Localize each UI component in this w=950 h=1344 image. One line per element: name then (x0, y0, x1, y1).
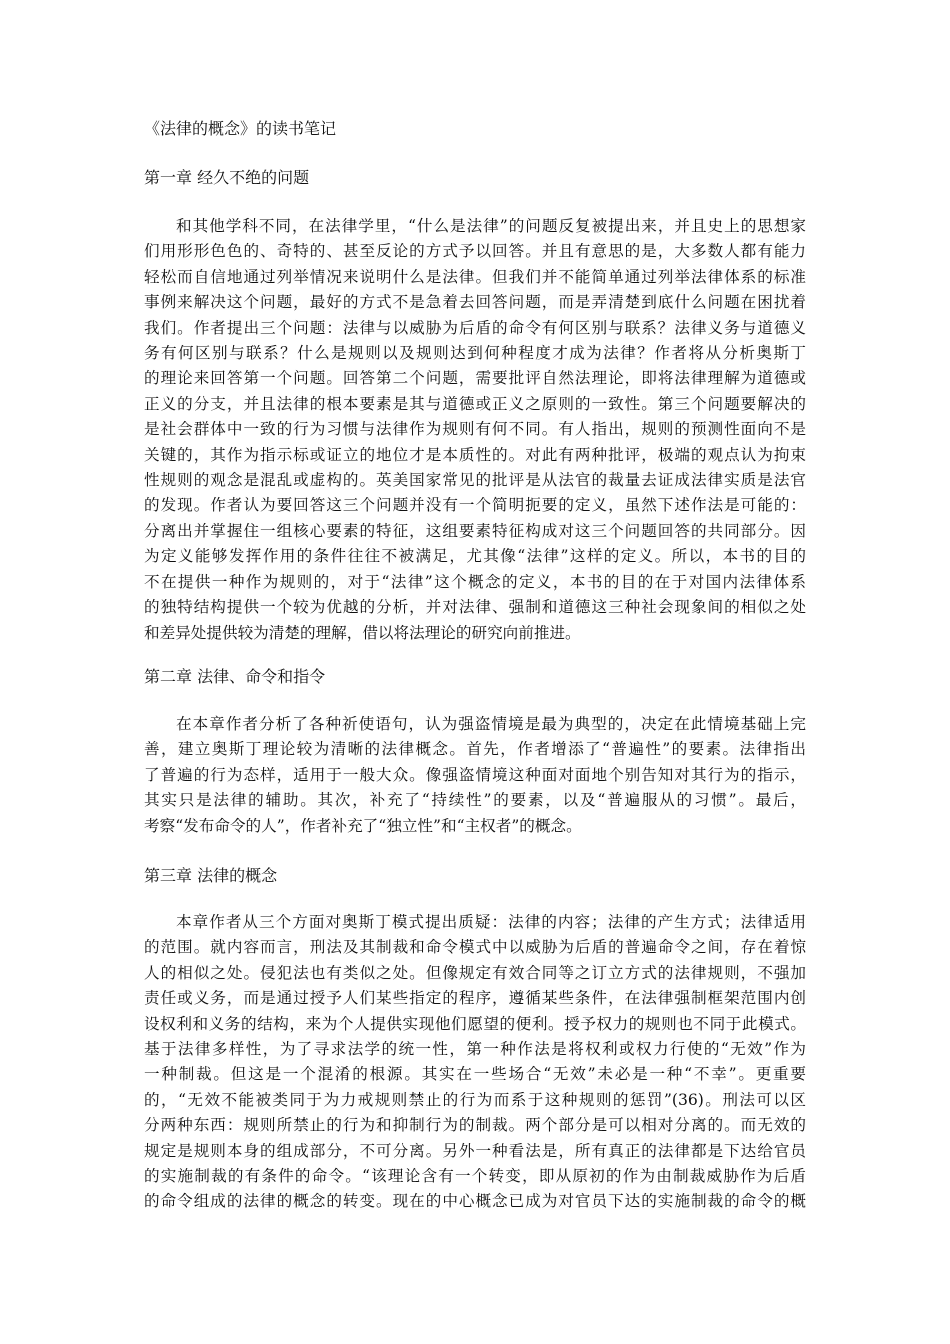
paragraph-line: 的独特结构提供一个较为优越的分析，并对法律、强制和道德这三种社会现象间的相似之处 (144, 598, 806, 617)
paragraph-line: 在本章作者分析了各种祈使语句，认为强盗情境是最为典型的，决定在此情境基础上完 (176, 715, 806, 733)
chapter-2-heading: 第二章 法律、命令和指令 (144, 667, 326, 686)
paragraph-line: 的命令组成的法律的概念的转变。现在的中心概念已成为对官员下达的实施制裁的命令的概 (144, 1192, 806, 1211)
paragraph-line: 和差异处提供较为清楚的理解，借以将法理论的研究向前推进。 (144, 623, 581, 642)
chapter-3-paragraph (144, 910, 806, 1215)
paragraph-line: 分离出并掌握住一组核心要素的特征，这组要素特征构成对这三个问题回答的共同部分。因 (144, 521, 806, 540)
paragraph-line: 是社会群体中一致的行为习惯与法律作为规则有何不同。有人指出，规则的预测性面向不是 (144, 420, 806, 439)
chapter-1-heading: 第一章 经久不绝的问题 (144, 168, 310, 187)
paragraph-line: 关键的，其作为指示标或证立的地位才是本质性的。对此有两种批评，极端的观点认为拘束 (144, 445, 806, 464)
paragraph-line: 不在提供一种作为规则的，对于“法律”这个概念的定义，本书的目的在于对国内法律体系 (144, 572, 806, 591)
paragraph-line: 为定义能够发挥作用的条件往往不被满足，尤其像“法律”这样的定义。所以，本书的目的 (144, 547, 806, 566)
chapter-2-paragraph (144, 712, 806, 839)
paragraph-line: 的，“无效不能被类同于为力戒规则禁止的行为而系于这种规则的惩罚”(36)。刑法可以区 (144, 1090, 806, 1109)
paragraph-line: 一种制裁。但这是一个混淆的根源。其实在一些场合“无效”未必是一种“不幸”。更重要 (144, 1065, 806, 1084)
paragraph-line: 轻松而自信地通过列举情况来说明什么是法律。但我们并不能简单通过列举法律体系的标准 (144, 267, 806, 286)
paragraph-line: 性规则的观念是混乱或虚构的。英美国家常见的批评是从法官的裁量去证成法律实质是法官 (144, 471, 806, 490)
paragraph-line: 我们。作者提出三个问题：法律与以威胁为后盾的命令有何区别与联系？法律义务与道德义 (144, 318, 806, 337)
paragraph-line: 正义的分支，并且法律的根本要素是其与道德或正义之原则的一致性。第三个问题要解决的 (144, 394, 806, 413)
paragraph-line: 分两种东西：规则所禁止的行为和抑制行为的制裁。两个部分是可以相对分离的。而无效的 (144, 1116, 806, 1135)
paragraph-line: 的理论来回答第一个问题。回答第二个问题，需要批评自然法理论，即将法律理解为道德或 (144, 369, 806, 388)
paragraph-line: 的实施制裁的有条件的命令。“该理论含有一个转变，即从原初的作为由制裁威胁作为后盾 (144, 1167, 806, 1186)
paragraph-line: 务有何区别与联系？什么是规则以及规则达到何种程度才成为法律？作者将从分析奥斯丁 (144, 344, 806, 363)
paragraph-line: 其实只是法律的辅助。其次，补充了“持续性”的要素，以及“普遍服从的习惯”。最后， (144, 791, 806, 810)
paragraph-line: 善，建立奥斯丁理论较为清晰的法律概念。首先，作者增添了“普遍性”的要素。法律指出 (144, 740, 806, 759)
paragraph-line: 的范围。就内容而言，刑法及其制裁和命令模式中以威胁为后盾的普遍命令之间，存在着惊 (144, 938, 806, 957)
paragraph-line: 了普遍的行为态样，适用于一般大众。像强盗情境这种面对面地个别告知对其行为的指示， (144, 765, 806, 784)
paragraph-line: 规定是规则本身的组成部分，不可分离。另外一种看法是，所有真正的法律都是下达给官员 (144, 1141, 806, 1160)
paragraph-line: 设权利和义务的结构，来为个人提供实现他们愿望的便利。授予权力的规则也不同于此模式。 (144, 1014, 806, 1033)
paragraph-line: 考察“发布命令的人”，作者补充了“独立性”和“主权者”的概念。 (144, 816, 582, 835)
paragraph-line: 人的相似之处。侵犯法也有类似之处。但像规定有效合同等之订立方式的法律规则，不强加 (144, 963, 806, 982)
paragraph-line: 们用形形色色的、奇特的、甚至反论的方式予以回答。并且有意思的是，大多数人都有能力 (144, 242, 806, 261)
chapter-1-paragraph (144, 214, 806, 646)
paragraph-line: 责任或义务，而是通过授予人们某些指定的程序，遵循某些条件，在法律强制框架范围内创 (144, 989, 806, 1008)
paragraph-line: 和其他学科不同，在法律学里，“什么是法律”的问题反复被提出来，并且史上的思想家 (176, 217, 806, 235)
paragraph-line: 本章作者从三个方面对奥斯丁模式提出质疑：法律的内容；法律的产生方式；法律适用 (176, 913, 806, 931)
paragraph-line: 的发现。作者认为要回答这三个问题并没有一个简明扼要的定义，虽然下述作法是可能的： (144, 496, 806, 515)
chapter-3-heading: 第三章 法律的概念 (144, 866, 278, 885)
document-title: 《法律的概念》的读书笔记 (144, 119, 337, 138)
paragraph-line: 事例来解决这个问题，最好的方式不是急着去回答问题，而是弄清楚到底什么问题在困扰着 (144, 293, 806, 312)
paragraph-line: 基于法律多样性，为了寻求法学的统一性，第一种作法是将权利或权力行使的“无效”作为 (144, 1040, 806, 1059)
